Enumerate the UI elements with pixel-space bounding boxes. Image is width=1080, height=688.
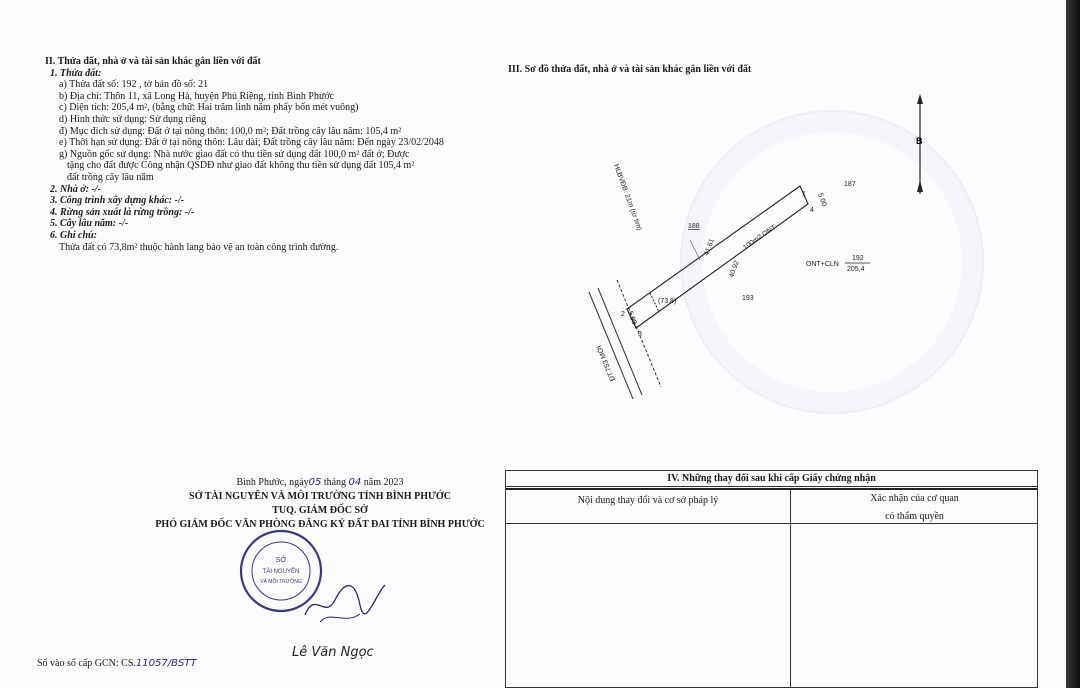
legend-number: 192 bbox=[852, 255, 864, 262]
forest-heading: 4. Rừng sản xuất là rừng trồng: -/- bbox=[50, 206, 195, 218]
signer-role: PHÓ GIÁM ĐỐC VĂN PHÒNG ĐĂNG KÝ ĐẤT ĐAI TỈNH BÌNH PHƯỚC bbox=[155, 519, 485, 530]
section-4-title: IV. Những thay đổi sau khi cấp Giấy chứng nhận bbox=[506, 471, 1037, 487]
notes-text: Thửa đất có 73,8m² thuộc hành lang bảo vệ an toàn công trình đường. bbox=[59, 241, 339, 253]
date-day: 05 bbox=[308, 477, 322, 488]
north-arrow-icon bbox=[916, 94, 923, 194]
parcel-193-label: 193 bbox=[742, 295, 754, 302]
column-confirmation-line2: có thẩm quyền bbox=[885, 511, 944, 522]
stamp-line-2: TÀI NGUYÊN bbox=[262, 569, 300, 575]
width-left: 5.00 bbox=[626, 310, 638, 326]
parcel-outline bbox=[627, 186, 808, 328]
legend-area: 205,4 bbox=[847, 266, 865, 273]
year-label: năm bbox=[363, 477, 381, 488]
stamp-line-3: VÀ MÔI TRƯỜNG bbox=[260, 579, 302, 585]
parcel-188-label: 188 bbox=[688, 223, 700, 230]
registry-label: Số vào sổ cấp GCN: CS. bbox=[37, 658, 136, 669]
registry-number bbox=[37, 658, 197, 669]
point-3: 3 bbox=[638, 331, 642, 338]
authorization: TUQ. GIÁM ĐỐC SỞ bbox=[272, 505, 368, 516]
plot-area: c) Diện tích: 205,4 m², (bằng chữ: Hai trăm linh năm phẩy bốn mét vuông) bbox=[59, 102, 359, 114]
plot-number: a) Thửa đất số: 192 , tờ bản đồ số: 21 bbox=[59, 79, 209, 91]
usage-purpose: đ) Mục đích sử dụng: Đất ở tại nông thôn: 100,0 m²; Đất trồng cây lâu năm: 105,4 m² bbox=[59, 125, 402, 137]
width-right: 5.00 bbox=[816, 192, 828, 208]
registry-value: 11057 bbox=[135, 658, 168, 669]
usage-form: d) Hình thức sử dụng: Sử dụng riêng bbox=[59, 113, 207, 125]
signature-block bbox=[100, 476, 540, 532]
signature-scribble bbox=[300, 570, 390, 630]
month-label: tháng bbox=[323, 477, 347, 488]
issuing-org: SỞ TÀI NGUYÊN VÀ MÔI TRƯỜNG TỈNH BÌNH PHƯỚC bbox=[189, 491, 451, 502]
parcel-187-label: 187 bbox=[844, 181, 856, 188]
land-plot-heading: 1. Thửa đất: bbox=[50, 67, 102, 79]
changes-table bbox=[505, 470, 1038, 688]
section-land-info bbox=[45, 56, 475, 253]
point-1: 1 bbox=[802, 191, 806, 198]
construction-heading: 3. Công trình xây dựng khác: -/- bbox=[50, 195, 185, 207]
date-prefix: Bình Phước, ngày bbox=[236, 477, 309, 488]
north-letter: B bbox=[916, 136, 923, 146]
inner-use-label: 100m2 ONT bbox=[742, 224, 778, 252]
corridor-area: (73,8) bbox=[658, 298, 677, 305]
perennial-heading: 5. Cây lâu năm: -/- bbox=[50, 218, 129, 230]
section-3-title: III. Sơ đồ thửa đất, nhà ở và tài sản khác gắn liền với đất bbox=[508, 64, 752, 75]
length-top: 41.61 bbox=[703, 237, 716, 257]
notes-heading: 6. Ghi chú: bbox=[50, 229, 97, 241]
length-bottom: 40.92 bbox=[728, 259, 741, 279]
section-2-title: II. Thửa đất, nhà ở và tài sản khác gắn liền với đất bbox=[45, 56, 261, 67]
plot-address: b) Địa chỉ: Thôn 11, xã Long Hà, huyện Phú Riềng, tỉnh Bình Phước bbox=[59, 90, 335, 102]
house-heading: 2. Nhà ở: -/- bbox=[50, 183, 101, 195]
road-lines bbox=[589, 280, 661, 399]
usage-origin-cont: tặng cho đất được Công nhận QSDĐ như giao đất không thu tiền sử dụng đất 105,4 m² bbox=[67, 160, 415, 172]
date-year: 2023 bbox=[383, 477, 404, 488]
stamp-line-1: SỞ bbox=[275, 557, 287, 564]
column-confirmation bbox=[790, 490, 1039, 526]
signer-name: Lê Văn Ngọc bbox=[292, 645, 374, 660]
point-4: 4 bbox=[810, 207, 814, 214]
road-name: ĐT.753 MỚI bbox=[596, 344, 617, 382]
column-confirmation-line1: Xác nhận của cơ quan bbox=[870, 493, 959, 504]
photo-edge bbox=[1066, 0, 1080, 688]
road-corridor-label: HLBVĐB: 21m (từ tim) bbox=[612, 163, 643, 232]
column-change-content: Nội dung thay đổi và cơ sở pháp lý bbox=[577, 495, 719, 506]
usage-term: e) Thời hạn sử dụng: Đất ở tại nông thôn: Lâu dài; Đất trồng cây lâu năm: Đến ngày 23/02/2048 bbox=[59, 137, 444, 149]
point-2: 2 bbox=[621, 311, 625, 318]
usage-origin: g) Nguồn gốc sử dụng: Nhà nước giao đất có thu tiền sử dụng đất 100,0 m² đất ở; Được bbox=[59, 148, 410, 160]
registry-suffix: /BSTT bbox=[167, 658, 197, 669]
land-plot-diagram bbox=[560, 90, 930, 410]
issue-date bbox=[100, 476, 540, 490]
usage-origin-cont2: đất trồng cây lâu năm bbox=[67, 171, 154, 183]
neighbor-line-188 bbox=[690, 240, 700, 260]
date-month: 04 bbox=[348, 477, 362, 488]
legend-code: ONT+CLN bbox=[806, 261, 839, 268]
